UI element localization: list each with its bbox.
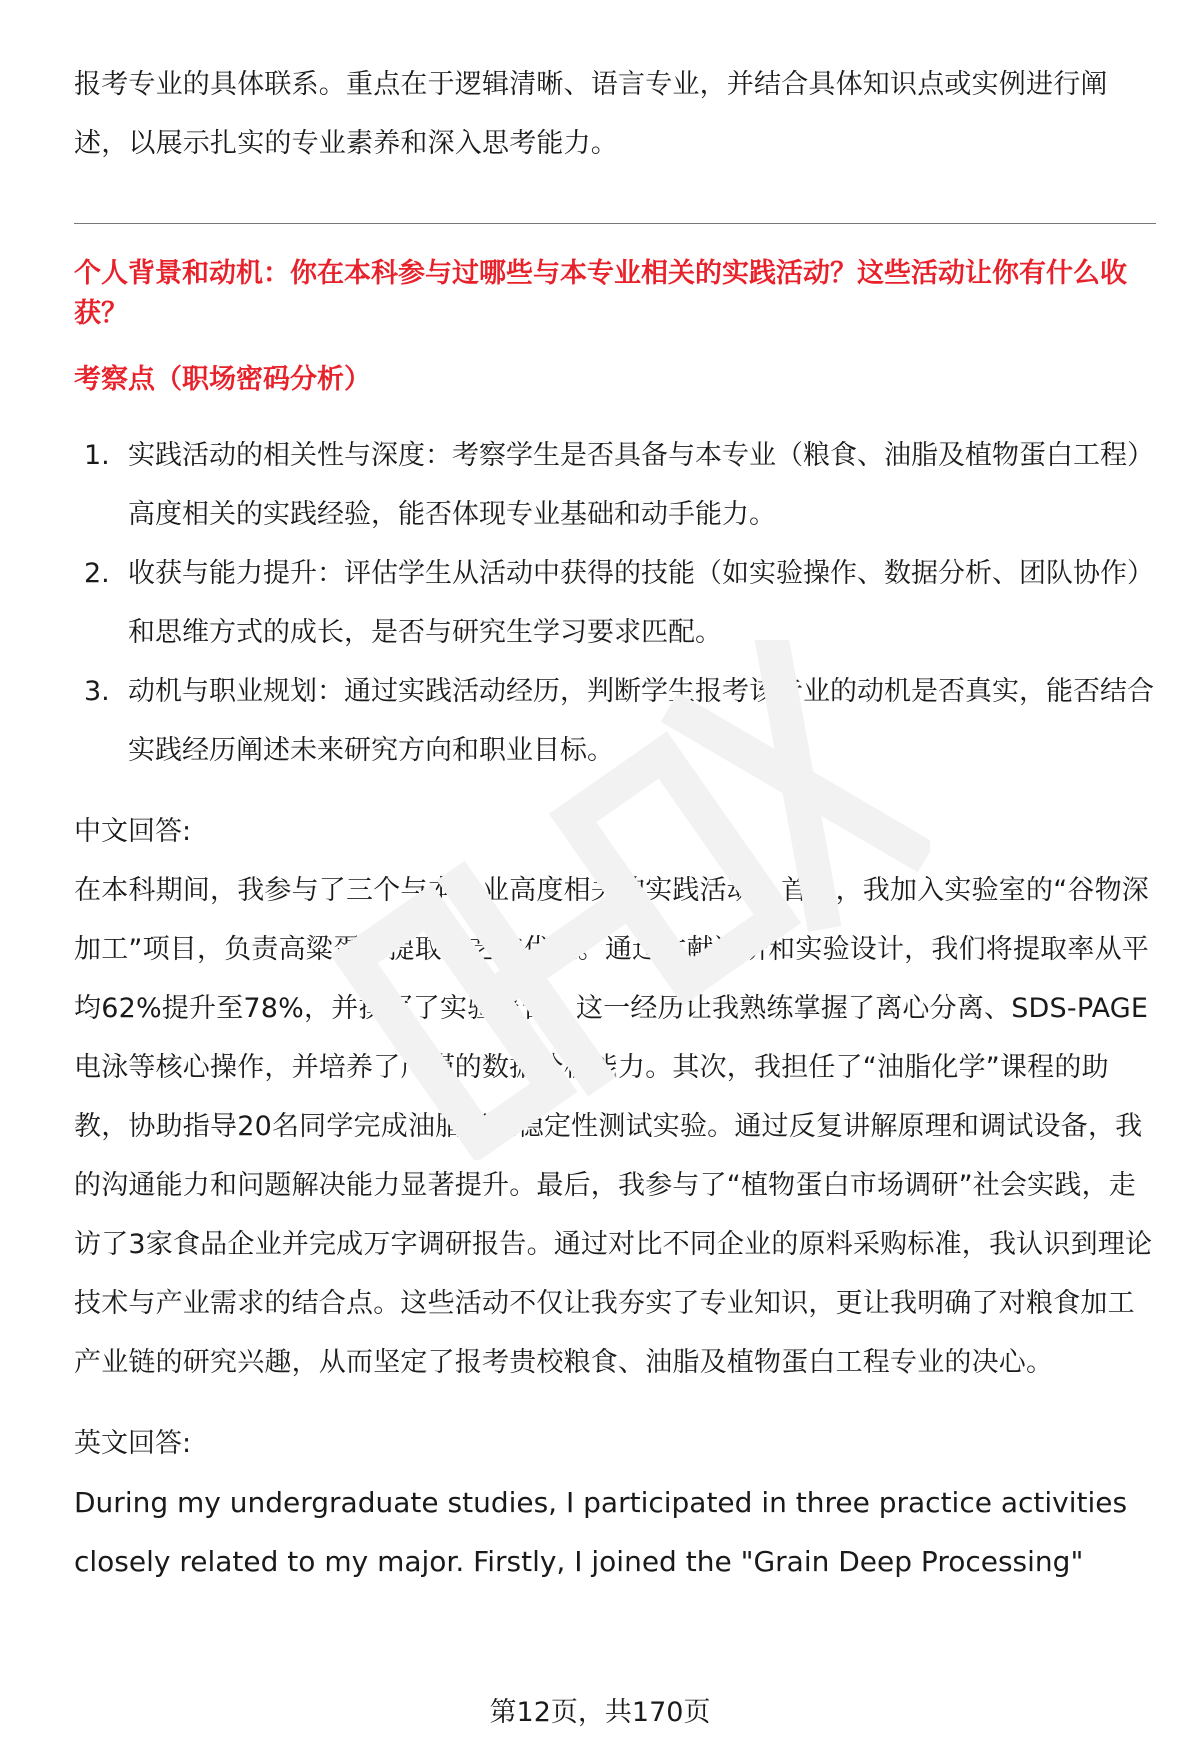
- chinese-answer-text: 在本科期间，我参与了三个与本专业高度相关的实践活动。首先，我加入实验室的“谷物深加工”项目，负责高粱蛋白提取工艺的优化。通过文献调研和实验设计，我们将提取率从平均62%提升至78%，并撰写了实验报告。这一经历让我熟练掌握了离心分离、SDS-PAGE电泳等核心操作，并培养了严谨的数据分析能力。其次，我担任了“油脂化学”课程的助教，协助指导20名同学完成油脂氧化稳定性测试实验。通过反复讲解原理和调试设备，我的沟通能力和问题解决能力显著提升。最后，我参与了“植物蛋白市场调研”社会实践，走访了3家食品企业并完成万字调研报告。通过对比不同企业的原料采购标准，我认识到理论技术与产业需求的结合点。这些活动不仅让我夯实了专业知识，更让我明确了对粮食加工产业链的研究兴趣，从而坚定了报考贵校粮食、油脂及植物蛋白工程专业的决心。: [74, 875, 1153, 1378]
- point-number: 3.: [84, 676, 110, 707]
- assessment-point: [74, 426, 1154, 544]
- english-answer-text: During my undergraduate studies, I participated in three practice activities closely related to my major. Firstly, I joined the "Grain Deep Processing": [74, 1486, 1128, 1578]
- point-text: 收获与能力提升：评估学生从活动中获得的技能（如实验操作、数据分析、团队协作）和思维方式的成长，是否与研究生学习要求匹配。: [128, 558, 1154, 648]
- assessment-point: [74, 544, 1154, 662]
- question-title: 个人背景和动机：你在本科参与过哪些与本专业相关的实践活动？这些活动让你有什么收获？: [74, 258, 1127, 329]
- point-number: 1.: [84, 440, 110, 471]
- page-footer: 第12页，共170页: [489, 1697, 711, 1728]
- assessment-heading: 考察点（职场密码分析）: [74, 364, 371, 395]
- assessment-points-list: [74, 426, 1154, 780]
- intro-paragraph: 报考专业的具体联系。重点在于逻辑清晰、语言专业，并结合具体知识点或实例进行阐述，以展示扎实的专业素养和深入思考能力。: [74, 69, 1108, 159]
- point-number: 2.: [84, 558, 110, 589]
- point-text: 实践活动的相关性与深度：考察学生是否具备与本专业（粮食、油脂及植物蛋白工程）高度相关的实践经验，能否体现专业基础和动手能力。: [128, 440, 1154, 530]
- section-divider: [74, 223, 1156, 224]
- point-text: 动机与职业规划：通过实践活动经历，判断学生报考该专业的动机是否真实，能否结合实践经历阐述未来研究方向和职业目标。: [128, 676, 1154, 766]
- document-page: [74, 55, 1154, 1591]
- assessment-point: [74, 662, 1154, 780]
- chinese-answer-label: 中文回答:: [74, 816, 192, 847]
- english-answer-label: 英文回答:: [74, 1428, 192, 1459]
